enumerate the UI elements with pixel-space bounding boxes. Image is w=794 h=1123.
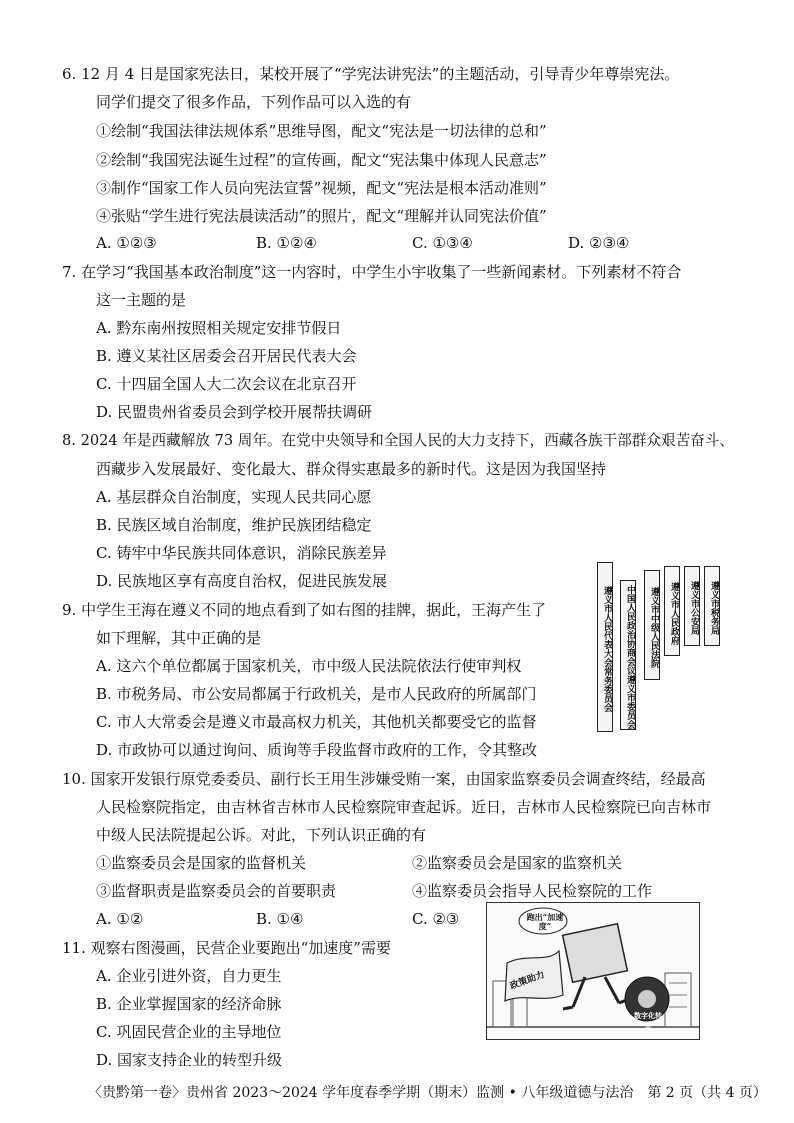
sign-intermediate-court: 遵义市中级人民法院 [644, 570, 660, 680]
q6-item-4: ④张贴“学生进行宪法晨读活动”的照片，配文“理解并认同宪法价值” [96, 207, 547, 225]
q7-option-d: D. 民盟贵州省委员会到学校开展帮扶调研 [96, 403, 373, 421]
q7-option-c: C. 十四届全国人大二次会议在北京召开 [96, 375, 357, 393]
sign-public-security: 遵义市公安局 [684, 566, 700, 646]
q6-item-2: ②绘制“我国宪法诞生过程”的宣传画，配文“宪法集中体现人民意志” [96, 151, 547, 169]
sign-people-government: 遵义市人民政府 [664, 566, 680, 656]
q6-option-d: D. ②③④ [568, 234, 630, 252]
q10-item-1: ①监察委员会是国家的监督机关 [96, 854, 307, 872]
q10-stem-line2: 人民检察院指定，由吉林省吉林市人民检察院审查起诉。近日，吉林市人民检察院已向吉林市 [96, 798, 712, 816]
q6-stem-line2: 同学们提交了很多作品，下列作品可以入选的有 [96, 93, 412, 111]
cartoon-illustration [486, 902, 700, 1040]
q11-option-d: D. 国家支持企业的转型升级 [96, 1051, 283, 1069]
q11-stem: 11. 观察右图漫画，民营企业要跑出“加速度”需要 [62, 939, 391, 957]
q10-stem-line1: 10. 国家开发银行原党委委员、副行长王用生涉嫌受贿一案，由国家监察委员会调查终结，经最高 [62, 770, 706, 788]
q10-stem-line3: 中级人民法院提起公诉。对此，下列认识正确的有 [96, 826, 427, 844]
q8-stem-line1: 8. 2024 年是西藏解放 73 周年。在党中央领导和全国人民的大力支持下，西藏各族干部群众艰苦奋斗、 [62, 432, 734, 449]
q8-stem-line2: 西藏步入发展最好、变化最大、群众得实惠最多的新时代。这是因为我国坚持 [96, 460, 607, 478]
q9-stem-line2: 如下理解，其中正确的是 [96, 629, 262, 647]
q7-option-a: A. 黔东南州按照相关规定安排节假日 [96, 319, 342, 337]
q10-item-4: ④监察委员会指导人民检察院的工作 [412, 882, 653, 900]
q7-option-b: B. 遵义某社区居委会召开居民代表大会 [96, 347, 357, 365]
sign-npc-standing-committee: 遵义市人民代表大会常务委员会 [597, 562, 613, 732]
q7-stem-line2: 这一主题的是 [96, 291, 187, 309]
q9-stem-line1: 9. 中学生王海在遵义不同的地点看到了如右图的挂牌，据此，王海产生了 [62, 601, 547, 619]
q11-option-c: C. 巩固民营企业的主导地位 [96, 1023, 282, 1041]
q9-option-c: C. 市人大常委会是遵义市最高权力机关，其他机关都要受它的监督 [96, 713, 537, 731]
q10-option-c: C. ②③ [412, 910, 460, 928]
cartoon-drawing [487, 903, 699, 1039]
q11-option-b: B. 企业掌握国家的经济命脉 [96, 995, 282, 1013]
page-footer: 〈贵黔第一卷〉贵州省 2023～2024 学年度春季学期（期末）监测 • 八年级道德与法治 第 2 页（共 4 页） [88, 1085, 767, 1101]
q8-option-b: B. 民族区域自治制度，维护民族团结稳定 [96, 516, 372, 534]
q6-option-c: C. ①③④ [412, 234, 473, 252]
q7-stem-line1: 7. 在学习“我国基本政治制度”这一内容时，中学生小宇收集了一些新闻素材。下列素材不符合 [62, 263, 682, 281]
q9-option-d: D. 市政协可以通过询问、质询等手段监督市政府的工作，令其整改 [96, 741, 538, 759]
q6-option-b: B. ①②④ [256, 234, 317, 252]
q8-option-c: C. 铸牢中华民族共同体意识，消除民族差异 [96, 544, 387, 562]
q8-option-a: A. 基层群众自治制度，实现人民共同心愿 [96, 488, 372, 506]
cartoon-label-policy: 政策助力 [508, 970, 547, 992]
q11-option-a: A. 企业引进外资，自力更生 [96, 967, 282, 985]
q9-option-a: A. 这六个单位都属于国家机关，市中级人民法院依法行使审判权 [96, 657, 522, 675]
q10-option-a: A. ①② [96, 910, 144, 928]
q10-item-2: ②监察委员会是国家的监察机关 [412, 854, 623, 872]
q6-item-3: ③制作“国家工作人员向宪法宣誓”视频，配文“宪法是根本活动准则” [96, 179, 547, 197]
sign-cppcc: 中国人民政治协商会议遵义市委员会 [620, 580, 636, 730]
cartoon-label-digital: 数字化转型 [634, 1011, 662, 1030]
q6-item-1: ①绘制“我国法律法规体系”思维导图，配文“宪法是一切法律的总和” [96, 122, 547, 140]
q10-option-b: B. ①④ [256, 910, 304, 928]
sign-tax-bureau: 遵义市税务局 [704, 566, 720, 646]
cartoon-bubble-text: 跑出“加速度” [526, 912, 564, 931]
q6-option-a: A. ①②③ [96, 234, 157, 252]
q10-item-3: ③监督职责是监察委员会的首要职责 [96, 882, 337, 900]
q6-stem-line1: 6. 12 月 4 日是国家宪法日，某校开展了“学宪法讲宪法”的主题活动，引导青少年尊崇宪法。 [62, 65, 680, 83]
q9-option-b: B. 市税务局、市公安局都属于行政机关，是市人民政府的所属部门 [96, 685, 537, 703]
q8-option-d: D. 民族地区享有高度自治权，促进民族发展 [96, 572, 388, 590]
